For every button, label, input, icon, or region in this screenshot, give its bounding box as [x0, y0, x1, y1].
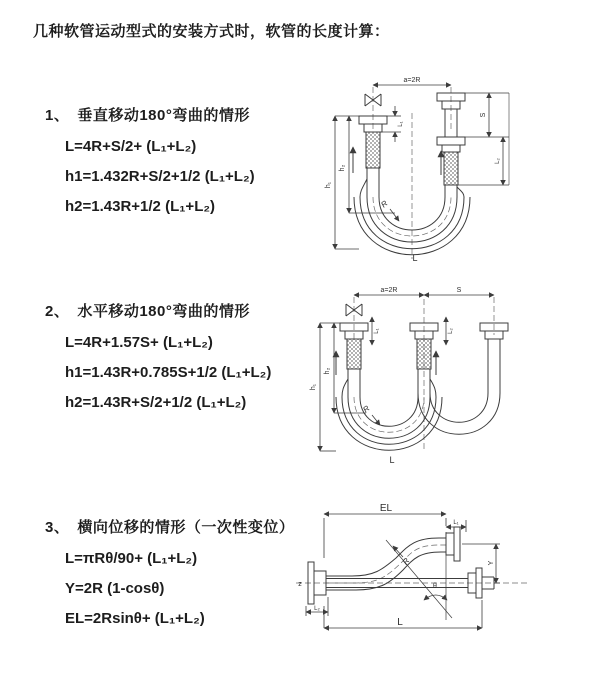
dim-label-h1: h₁: [325, 181, 332, 189]
section-1-formulas: [65, 132, 255, 222]
hose-u-bend-left: [336, 369, 442, 450]
upper-right-flange: [446, 527, 460, 561]
section-1: [45, 104, 255, 222]
dim-label-h2: h₂: [339, 164, 346, 172]
section-2-heading-text: 水平移动180°弯曲的情形: [77, 303, 250, 320]
section-1-heading: [45, 104, 255, 125]
length-label: L: [397, 617, 403, 628]
dim-label-h1: h₁: [310, 383, 317, 391]
formula-line: Y=2R (1-cosθ): [65, 580, 165, 597]
dim-label-h2: h₂: [324, 367, 331, 375]
dim-label-l1: L₁: [398, 121, 404, 127]
dim-label-y: Y: [488, 560, 495, 566]
dimension-lines: [306, 514, 500, 628]
left-pipe-fitting: [359, 116, 387, 168]
diagram-lateral-displacement: [296, 500, 571, 665]
dim-label-a2r: a=2R: [403, 77, 421, 84]
section-1-heading-text: 垂直移动180°弯曲的情形: [77, 107, 250, 124]
dim-label-l2: L₂: [495, 158, 501, 164]
radius-label: R: [379, 198, 390, 210]
dim-label-el: EL: [379, 503, 393, 514]
dim-label-a2r: a=2R: [380, 287, 398, 294]
formula-line: h1=1.432R+S/2+1/2 (L₁+L₂): [65, 168, 255, 185]
length-label: L: [389, 455, 395, 465]
formula-line: h2=1.43R+S/2+1/2 (L₁+L₂): [65, 394, 247, 411]
valve-icon: [346, 304, 362, 316]
centerline-mark: z: [298, 581, 302, 588]
formula-line: L=4R+S/2+ (L₁+L₂): [65, 138, 197, 155]
angle-arc: [424, 595, 447, 600]
section-3-heading-text: 横向位移的情形（一次性变位）: [77, 519, 295, 536]
formula-line: L=πRθ/90+ (L₁+L₂): [65, 550, 198, 567]
dim-label-l2: L₂: [448, 328, 454, 334]
formula-line: h1=1.43R+0.785S+1/2 (L₁+L₂): [65, 364, 272, 381]
valve-icon: [365, 94, 381, 106]
section-1-number: 1、: [45, 107, 70, 124]
length-label: L: [412, 253, 418, 263]
section-2-number: 2、: [45, 303, 70, 320]
dimension-lines: [320, 317, 446, 451]
centerlines: [354, 297, 494, 451]
page-title: 几种软管运动型式的安装方式时，软管的长度计算：: [33, 23, 390, 40]
angle-label: θ: [433, 583, 437, 590]
dim-label-s: S: [480, 112, 487, 118]
formula-line: h2=1.43R+1/2 (L₁+L₂): [65, 198, 216, 215]
formula-line: EL=2Rsinθ+ (L₁+L₂): [65, 610, 205, 627]
radius-label: R: [361, 403, 372, 415]
section-3-number: 3、: [45, 519, 70, 536]
section-3: [45, 516, 294, 634]
dim-label-l1: L₁: [374, 328, 380, 334]
section-3-heading: [45, 516, 294, 537]
section-2-formulas: [65, 328, 271, 418]
radius-label: R: [400, 556, 412, 567]
diagram-horizontal-180-bend: [306, 283, 546, 468]
section-2: [45, 300, 271, 418]
formula-line: L=4R+1.57S+ (L₁+L₂): [65, 334, 213, 351]
dim-label-l2: L₂: [314, 606, 320, 612]
diagram-vertical-180-bend: [313, 73, 525, 265]
dim-label-l1: L₁: [453, 520, 459, 526]
section-2-heading: [45, 300, 271, 321]
section-3-formulas: [65, 544, 294, 634]
dim-label-s: S: [456, 287, 462, 294]
